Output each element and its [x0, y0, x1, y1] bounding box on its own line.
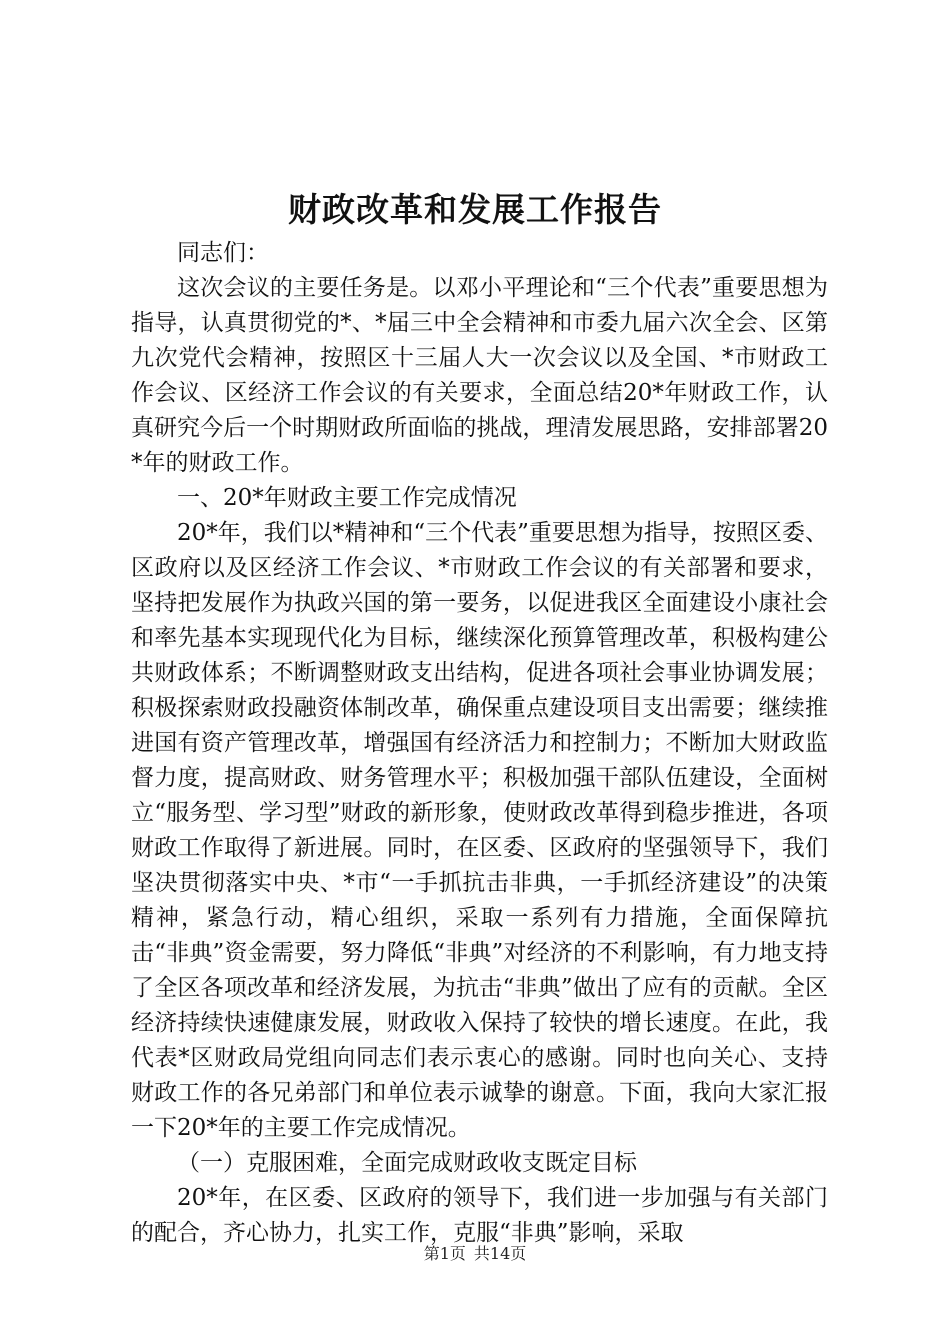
document-title: 财政改革和发展工作报告: [288, 190, 662, 229]
document-body: [131, 236, 828, 1251]
salutation-paragraph: 同志们：: [177, 240, 269, 266]
page-footer: [0, 1243, 950, 1265]
subsection-1-paragraph: 20*年，在区委、区政府的领导下，我们进一步加强与有关部门的配合，齐心协力，扎实工作，克服“非典”影响，采取: [131, 1185, 828, 1246]
subsection-heading-1: （一）克服困难，全面完成财政收支既定目标: [177, 1150, 637, 1176]
section-heading-1: 一、20*年财政主要工作完成情况: [177, 485, 517, 511]
section-1-paragraph: 20*年，我们以*精神和“三个代表”重要思想为指导，按照区委、区政府以及区经济工作会议、*市财政工作会议的有关部署和要求，坚持把发展作为执政兴国的第一要务，以促进我区全面建设小康社会和率先基本实现现代化为目标，继续深化预算管理改革，积极构建公共财政体系；不断调整财政支出结构，促进各项社会事业协调发展；积极探索财政投融资体制改革，确保重点建设项目支出需要；继续推进国有资产管理改革，增强国有经济活力和控制力；不断加大财政监督力度，提高财政、财务管理水平；积极加强干部队伍建设，全面树立“服务型、学习型”财政的新形象，使财政改革得到稳步推进，各项财政工作取得了新进展。同时，在区委、区政府的坚强领导下，我们坚决贯彻落实中央、*市“一手抓抗击非典，一手抓经济建设”的决策精神，紧急行动，精心组织，采取一系列有力措施，全面保障抗击“非典”资金需要，努力降低“非典”对经济的不利影响，有力地支持了全区各项改革和经济发展，为抗击“非典”做出了应有的贡献。全区经济持续快速健康发展，财政收入保持了较快的增长速度。在此，我代表*区财政局党组向同志们表示衷心的感谢。同时也向关心、支持财政工作的各兄弟部门和单位表示诚挚的谢意。下面，我向大家汇报一下20*年的主要工作完成情况。: [131, 520, 828, 1141]
page-number: 第1页: [423, 1244, 466, 1263]
intro-paragraph: 这次会议的主要任务是。以邓小平理论和“三个代表”重要思想为指导，认真贯彻党的*、*届三中全会精神和市委九届六次全会、区第九次党代会精神，按照区十三届人大一次会议以及全国、*市财政工作会议、区经济工作会议的有关要求，全面总结20*年财政工作，认真研究今后一个时期财政所面临的挑战，理清发展思路，安排部署20*年的财政工作。: [131, 275, 828, 476]
page-total: 共14页: [473, 1244, 527, 1263]
